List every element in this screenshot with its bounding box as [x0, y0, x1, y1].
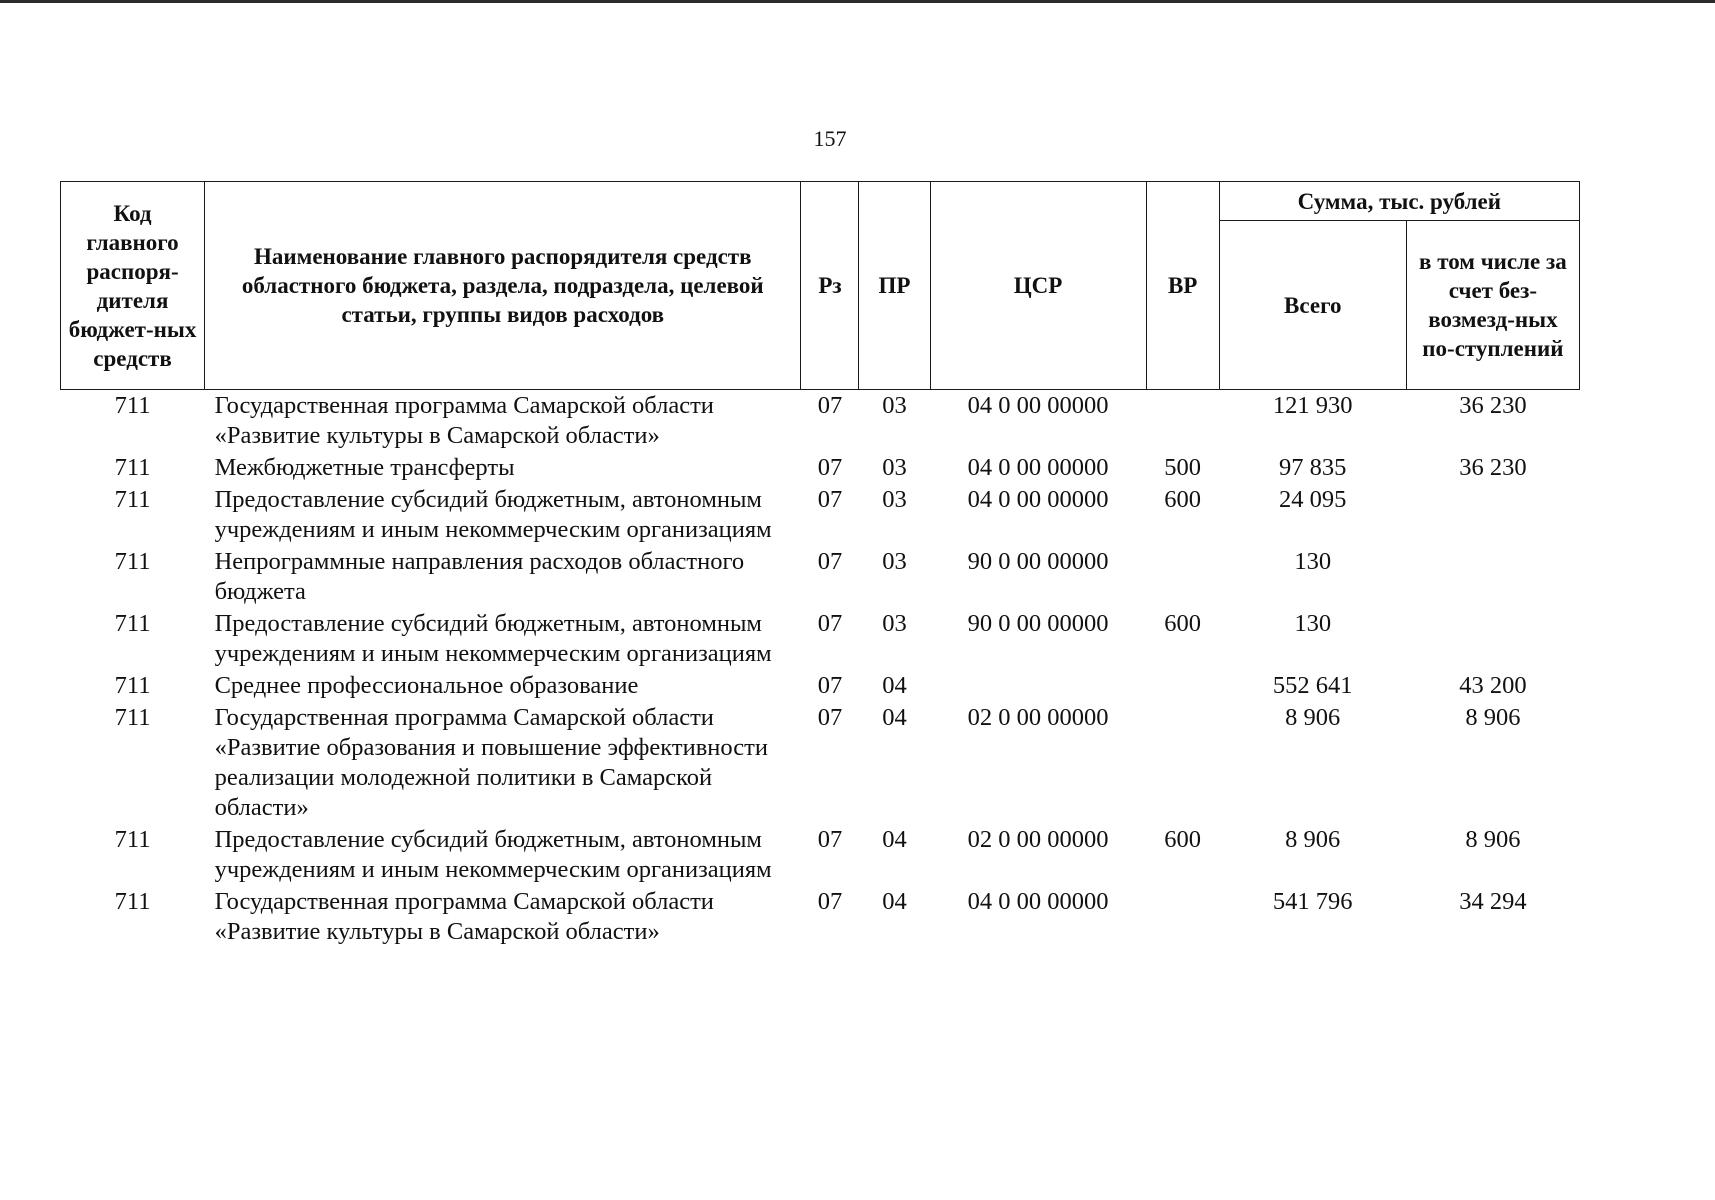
table-row: [61, 452, 1580, 484]
cell-vr: 600: [1164, 486, 1202, 513]
page-number: 157: [813, 126, 847, 151]
cell-csr: 02 0 00 00000: [967, 826, 1109, 853]
cell-total: 97 835: [1279, 454, 1347, 481]
header-csr: ЦСР: [930, 182, 1146, 390]
cell-vr: 600: [1164, 610, 1202, 637]
cell-pr: 04: [882, 888, 907, 915]
header-code: Код главного распоря-дителя бюджет-ных средств: [61, 182, 205, 390]
table-body: [61, 390, 1580, 949]
cell-pr: 03: [882, 548, 907, 575]
cell-name: Непрограммные направления расходов областного бюджета: [214, 548, 745, 605]
cell-total: 8 906: [1285, 704, 1341, 731]
cell-name: Предоставление субсидий бюджетным, автономным учреждениям и иным некоммерческим организациям: [214, 826, 772, 883]
table-row: [61, 702, 1580, 824]
cell-pr: 03: [882, 610, 907, 637]
header-rz: Рз: [801, 182, 859, 390]
cell-total: 541 796: [1272, 888, 1353, 915]
cell-rz: 07: [817, 704, 843, 731]
cell-free: 8 906: [1465, 704, 1521, 731]
cell-csr: 04 0 00 00000: [967, 486, 1109, 513]
cell-free: 34 294: [1459, 888, 1527, 915]
cell-csr: 90 0 00 00000: [967, 610, 1109, 637]
cell-rz: 07: [817, 548, 843, 575]
cell-total: 552 641: [1272, 672, 1353, 699]
cell-rz: 07: [817, 610, 843, 637]
cell-vr: [1146, 886, 1219, 948]
cell-csr: 90 0 00 00000: [967, 548, 1109, 575]
cell-name: Государственная программа Самарской области «Развитие культуры в Самарской области»: [214, 888, 714, 945]
cell-vr: [1146, 390, 1219, 453]
table-row: [61, 670, 1580, 702]
cell-rz: 07: [817, 486, 843, 513]
cell-rz: 07: [817, 888, 843, 915]
cell-pr: 03: [882, 392, 907, 419]
cell-free: 36 230: [1459, 392, 1527, 419]
cell-rz: 07: [817, 826, 843, 853]
cell-name: Среднее профессиональное образование: [214, 672, 639, 699]
table-header: [61, 182, 1580, 390]
budget-table: [60, 181, 1580, 948]
table-row: [61, 886, 1580, 948]
cell-vr: 600: [1164, 826, 1202, 853]
cell-csr: 04 0 00 00000: [967, 454, 1109, 481]
header-total: Всего: [1219, 221, 1406, 390]
table-row: [61, 608, 1580, 670]
cell-code: 711: [114, 704, 151, 731]
cell-free: [1406, 484, 1579, 546]
cell-total: 130: [1294, 610, 1332, 637]
cell-free: 36 230: [1459, 454, 1527, 481]
cell-name: Предоставление субсидий бюджетным, автономным учреждениям и иным некоммерческим организациям: [214, 486, 772, 543]
cell-vr: [1146, 702, 1219, 824]
header-sum-group: Сумма, тыс. рублей: [1219, 182, 1579, 221]
cell-free: [1406, 608, 1579, 670]
cell-csr: [930, 670, 1146, 702]
cell-pr: 04: [882, 826, 907, 853]
cell-total: 8 906: [1285, 826, 1341, 853]
cell-rz: 07: [817, 454, 843, 481]
cell-rz: 07: [817, 392, 843, 419]
scan-edge-line: [0, 0, 1715, 3]
cell-name: Предоставление субсидий бюджетным, автономным учреждениям и иным некоммерческим организациям: [214, 610, 772, 667]
cell-name: Межбюджетные трансферты: [214, 454, 515, 481]
cell-total: 121 930: [1272, 392, 1353, 419]
table-row: [61, 546, 1580, 608]
header-free: в том числе за счет без-возмезд-ных по-ступлений: [1406, 221, 1579, 390]
cell-code: 711: [114, 392, 151, 419]
cell-rz: 07: [817, 672, 843, 699]
cell-vr: [1146, 546, 1219, 608]
cell-name: Государственная программа Самарской области «Развитие образования и повышение эффективности реализации молодежной политики в Самарской области»: [214, 704, 768, 821]
cell-pr: 03: [882, 454, 907, 481]
cell-free: [1406, 546, 1579, 608]
cell-free: 43 200: [1459, 672, 1527, 699]
cell-csr: 04 0 00 00000: [967, 888, 1109, 915]
table-row: [61, 484, 1580, 546]
cell-free: 8 906: [1465, 826, 1521, 853]
cell-name: Государственная программа Самарской области «Развитие культуры в Самарской области»: [214, 392, 714, 449]
header-name: Наименование главного распорядителя средств областного бюджета, раздела, подраздела, целевой статьи, группы видов расходов: [205, 182, 801, 390]
cell-code: 711: [114, 610, 151, 637]
cell-code: 711: [114, 548, 151, 575]
table-row: [61, 824, 1580, 886]
cell-csr: 02 0 00 00000: [967, 704, 1109, 731]
cell-vr: [1146, 670, 1219, 702]
cell-pr: 04: [882, 704, 907, 731]
cell-code: 711: [114, 454, 151, 481]
cell-code: 711: [114, 826, 151, 853]
cell-vr: 500: [1164, 454, 1202, 481]
cell-pr: 04: [882, 672, 907, 699]
header-vr: ВР: [1146, 182, 1219, 390]
cell-code: 711: [114, 888, 151, 915]
cell-total: 130: [1294, 548, 1332, 575]
header-pr: ПР: [859, 182, 930, 390]
table-row: [61, 390, 1580, 453]
cell-total: 24 095: [1279, 486, 1347, 513]
cell-pr: 03: [882, 486, 907, 513]
cell-csr: 04 0 00 00000: [967, 392, 1109, 419]
cell-code: 711: [114, 486, 151, 513]
cell-code: 711: [114, 672, 151, 699]
